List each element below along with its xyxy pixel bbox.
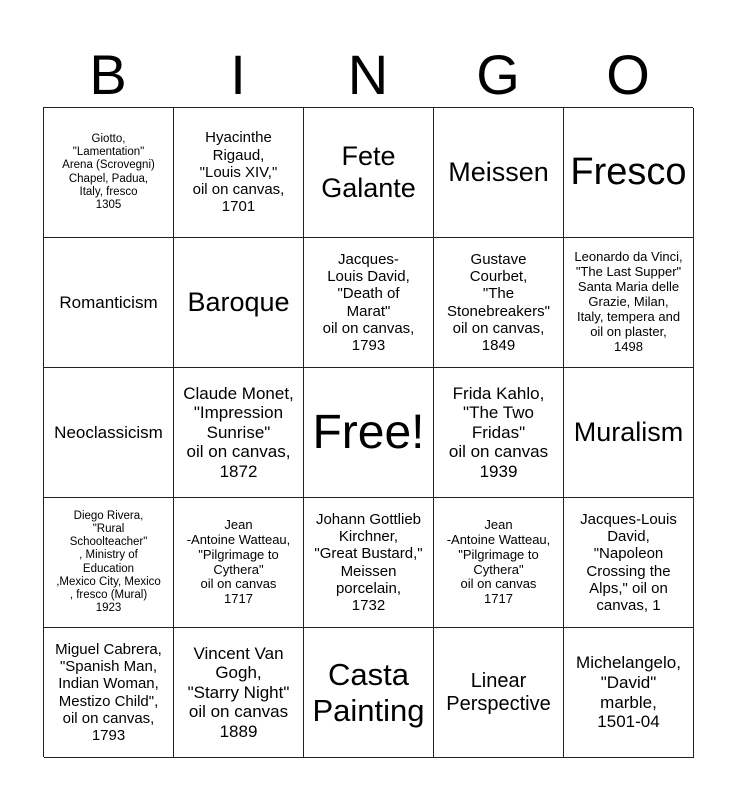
bingo-cell[interactable]: Frida Kahlo, "The Two Fridas" oil on canvas 1939 <box>434 368 564 498</box>
bingo-header <box>43 44 693 106</box>
bingo-cell[interactable]: Miguel Cabrera, "Spanish Man, Indian Woman, Mestizo Child", oil on canvas, 1793 <box>44 628 174 758</box>
header-letter-i: I <box>230 43 246 106</box>
bingo-cell[interactable]: Vincent Van Gogh, "Starry Night" oil on canvas 1889 <box>174 628 304 758</box>
bingo-cell[interactable]: Gustave Courbet, "The Stonebreakers" oil on canvas, 1849 <box>434 238 564 368</box>
bingo-cell[interactable]: Romanticism <box>44 238 174 368</box>
free-space-cell[interactable]: Free! <box>304 368 434 498</box>
bingo-cell[interactable]: Jacques- Louis David, "Death of Marat" oil on canvas, 1793 <box>304 238 434 368</box>
header-letter-g: G <box>476 43 520 106</box>
bingo-board <box>43 107 693 757</box>
bingo-cell[interactable]: Diego Rivera, "Rural Schoolteacher" , Ministry of Education ,Mexico City, Mexico , fresco (Mural) 1923 <box>44 498 174 628</box>
bingo-cell[interactable]: Linear Perspective <box>434 628 564 758</box>
bingo-cell[interactable]: Casta Painting <box>304 628 434 758</box>
bingo-cell[interactable]: Johann Gottlieb Kirchner, "Great Bustard," Meissen porcelain, 1732 <box>304 498 434 628</box>
bingo-cell[interactable]: Hyacinthe Rigaud, "Louis XIV," oil on canvas, 1701 <box>174 108 304 238</box>
bingo-cell[interactable]: Fete Galante <box>304 108 434 238</box>
header-letter-n: N <box>347 43 389 106</box>
bingo-cell[interactable]: Leonardo da Vinci, "The Last Supper" Santa Maria delle Grazie, Milan, Italy, tempera and oil on plaster, 1498 <box>564 238 694 368</box>
bingo-cell[interactable]: Meissen <box>434 108 564 238</box>
bingo-cell[interactable]: Michelangelo, "David" marble, 1501-04 <box>564 628 694 758</box>
bingo-cell[interactable]: Fresco <box>564 108 694 238</box>
bingo-cell[interactable]: Neoclassicism <box>44 368 174 498</box>
bingo-cell[interactable]: Baroque <box>174 238 304 368</box>
bingo-cell[interactable]: Jean -Antoine Watteau, "Pilgrimage to Cythera" oil on canvas 1717 <box>174 498 304 628</box>
bingo-cell[interactable]: Claude Monet, "Impression Sunrise" oil on canvas, 1872 <box>174 368 304 498</box>
bingo-cell[interactable]: Jacques-Louis David, "Napoleon Crossing the Alps," oil on canvas, 1 <box>564 498 694 628</box>
header-letter-o: O <box>606 43 650 106</box>
header-letter-b: B <box>89 43 127 106</box>
bingo-cell[interactable]: Giotto, "Lamentation" Arena (Scrovegni) Chapel, Padua, Italy, fresco 1305 <box>44 108 174 238</box>
bingo-cell[interactable]: Muralism <box>564 368 694 498</box>
bingo-cell[interactable]: Jean -Antoine Watteau, "Pilgrimage to Cythera" oil on canvas 1717 <box>434 498 564 628</box>
